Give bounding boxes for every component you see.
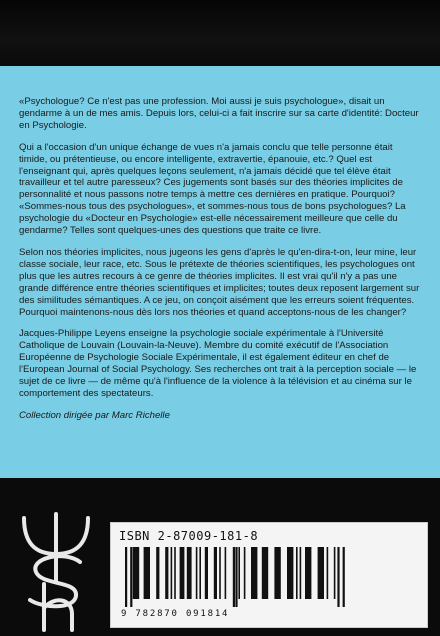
barcode-bar bbox=[165, 547, 168, 599]
barcode-bar bbox=[244, 547, 246, 599]
barcode bbox=[123, 547, 413, 607]
barcode-bar bbox=[199, 547, 201, 599]
isbn-barcode-box bbox=[110, 522, 428, 628]
barcode-bar bbox=[238, 547, 240, 599]
barcode-bar bbox=[225, 547, 227, 599]
barcode-digits: 9 782870 091814 bbox=[121, 609, 230, 619]
collection-credit: Collection dirigée par Marc Richelle bbox=[19, 409, 170, 421]
barcode-bar bbox=[125, 547, 127, 607]
barcode-bar bbox=[180, 547, 185, 599]
paragraph-author-bio: Jacques-Philippe Leyens enseigne la psychologie sociale expérimentale à l'Université Catholique de Louvain (Louvain-la-Neuve). Membre du comité exécutif de l'Association Européenne de Psychologie Sociale Expérimentale, il est également éditeur en chef de l'European Journal of Social Psychology. Ses recherches ont trait à la perception sociale — le sujet de ce livre — de même qu'à l'influence de la violence à la télévision et au cinéma sur le comportement des spectateurs. bbox=[19, 328, 417, 399]
barcode-bar bbox=[205, 547, 208, 599]
barcode-bar bbox=[300, 547, 302, 599]
barcode-bar bbox=[133, 547, 139, 599]
barcode-bar bbox=[274, 547, 280, 599]
barcode-bar bbox=[187, 547, 192, 599]
barcode-bar bbox=[327, 547, 329, 599]
publisher-logo-icon bbox=[14, 510, 98, 634]
barcode-bar bbox=[337, 547, 339, 607]
barcode-bar bbox=[343, 547, 345, 607]
barcode-bar bbox=[196, 547, 198, 599]
barcode-bar bbox=[305, 547, 311, 599]
barcode-bar bbox=[156, 547, 159, 599]
paragraph-questions: Qui a l'occasion d'un unique échange de vues n'a jamais conclu que telle personne était timide, ou prétentieuse, ou encore intelligente, extravertie, épanouie, etc.? Quel est l'enseignant qui, après quelques leçons seulement, n'a jamais décidé que tel élève était travailleur et tel autre paresseux? Ces jugements sont basés sur des théories implicites de personnalité et nous passons notre temps à mettre ces dernières en pratique. Pourquoi? «Sommes-nous tous des psychologues», et sommes-nous tous de bons psychologues? La psychologie du «Docteur en Psychologie» est-elle nécessairement meilleure que celle du gendarme? Telles sont quelques-unes des questions que traite ce livre. bbox=[19, 141, 406, 237]
barcode-bar bbox=[214, 547, 217, 599]
barcode-bar bbox=[296, 547, 298, 599]
barcode-bar bbox=[235, 547, 237, 607]
isbn-label: ISBN 2-87009-181-8 bbox=[119, 529, 259, 543]
barcode-bar bbox=[233, 547, 235, 607]
blurb-text bbox=[19, 96, 421, 432]
top-dark-band bbox=[0, 0, 440, 66]
barcode-bar bbox=[171, 547, 173, 599]
barcode-bar bbox=[262, 547, 268, 599]
barcode-bar bbox=[130, 547, 132, 607]
barcode-bar bbox=[174, 547, 176, 599]
paragraph-theories: Selon nos théories implicites, nous jugeons les gens d'après le qu'en-dira-t-on, leur mine, leur classe sociale, leur race, etc. Sous le prétexte de théories scientifiques, les psychologues ont plus que les autres recours à ce genre de théories implicites. Il est vrai qu'il n'y a pas une grande différence entre théories scientifiques et implicites; toutes deux reposent largement sur des similitudes sémantiques. A ce jeu, on conçoit aisément que les erreurs soient fréquentes. Pourquoi maintenons-nous dès lors nos théories et quand acceptons-nous de les changer? bbox=[19, 246, 420, 318]
barcode-bar bbox=[219, 547, 221, 599]
barcode-bar bbox=[251, 547, 257, 599]
barcode-bar bbox=[287, 547, 293, 599]
barcode-bar bbox=[334, 547, 336, 599]
barcode-bar bbox=[144, 547, 150, 599]
barcode-bar bbox=[318, 547, 324, 599]
paragraph-quote: «Psychologue? Ce n'est pas une profession. Moi aussi je suis psychologue», disait un gendarme à un de mes amis. Depuis lors, celui-ci a fait inscrire sur sa carte d'identité: Docteur en Psychologie. bbox=[19, 96, 419, 131]
